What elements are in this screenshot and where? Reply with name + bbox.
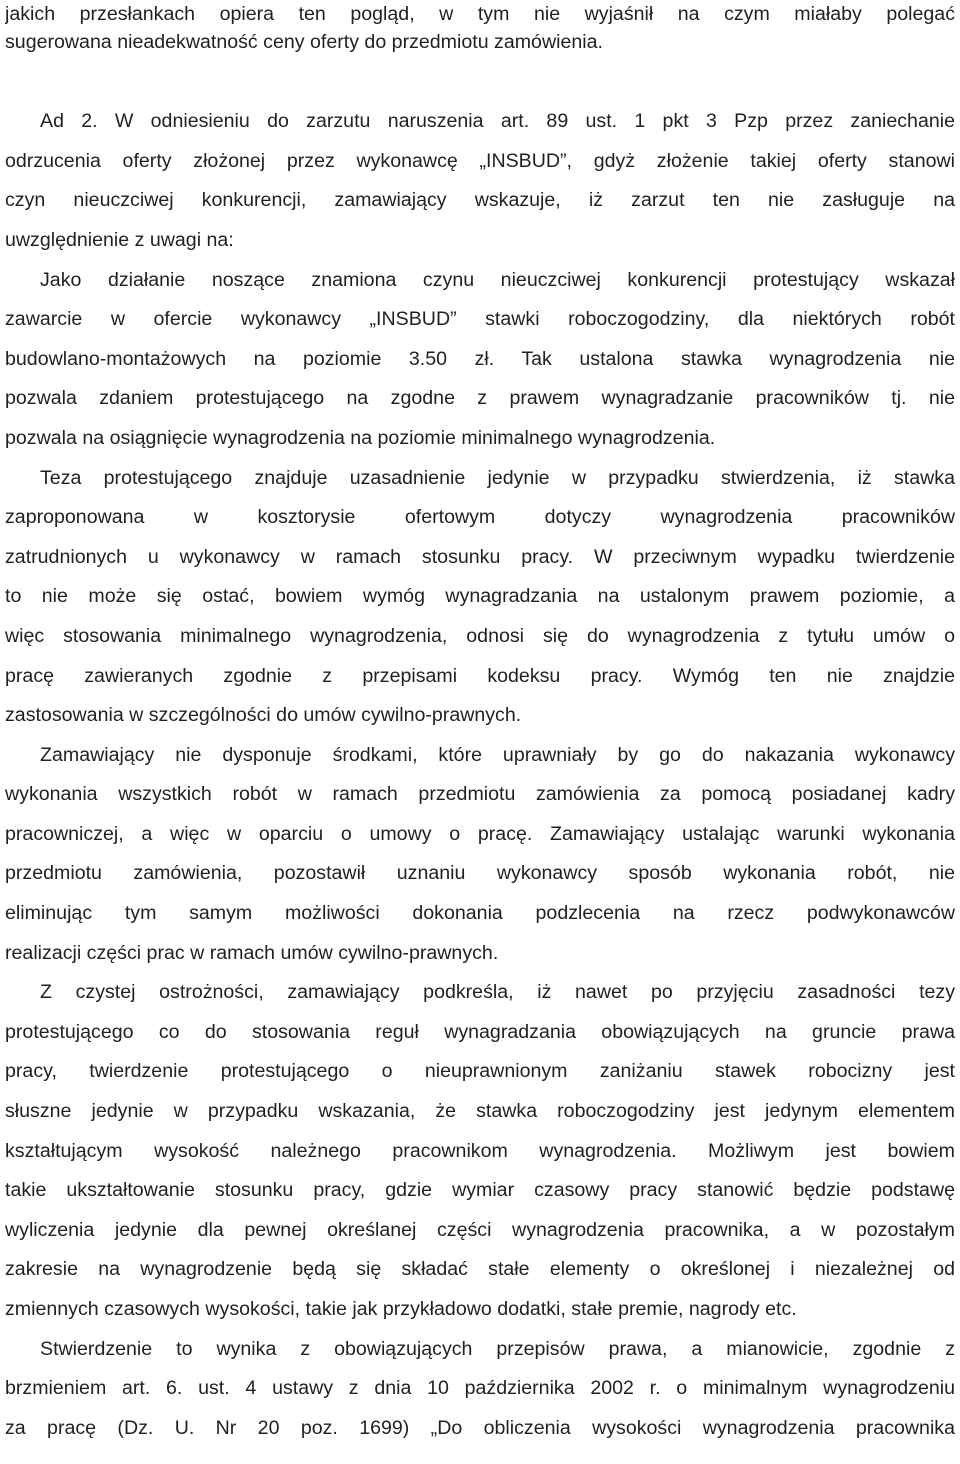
text-line-29: kształtującym wysokość należnego pracownikom wynagrodzenia. Możliwym jest bowiem — [5, 1139, 955, 1162]
text-line-12: Teza protestującego znajduje uzasadnienie jedynie w przypadku stwierdzenia, iż stawka — [40, 466, 955, 489]
text-line-22: przedmiotu zamówienia, pozostawił uznaniu wykonawcy sposób wykonania robót, nie — [5, 862, 955, 885]
text-line-28: słuszne jedynie w przypadku wskazania, że stawka roboczogodziny jest jedynym elementem — [5, 1100, 955, 1123]
text-line-36: za pracę (Dz. U. Nr 20 poz. 1699) „Do obliczenia wysokości wynagrodzenia pracownika — [5, 1416, 955, 1439]
text-line-27: pracy, twierdzenie protestującego o nieuprawnionym zaniżaniu stawek robocizny jest — [5, 1060, 955, 1083]
text-line-3: Ad 2. W odniesieniu do zarzutu naruszenia art. 89 ust. 1 pkt 3 Pzp przez zaniechanie — [40, 110, 955, 133]
text-line-32: zakresie na wynagrodzenie będą się składać stałe elementy o określonej i niezależnej od — [5, 1258, 955, 1281]
text-line-26: protestującego co do stosowania reguł wynagradzania obowiązujących na gruncie prawa — [5, 1020, 955, 1043]
text-line-13: zaproponowana w kosztorysie ofertowym dotyczy wynagrodzenia pracowników — [5, 506, 955, 529]
text-line-20: wykonania wszystkich robót w ramach przedmiotu zamówienia za pomocą posiadanej kadry — [5, 783, 955, 806]
text-line-1: jakich przesłankach opiera ten pogląd, w tym nie wyjaśnił na czym miałaby polegać — [5, 3, 955, 25]
text-line-4: odrzucenia oferty złożonej przez wykonawcę „INSBUD”, gdyż złożenie takiej oferty stanowi — [5, 149, 955, 172]
text-line-7: Jako działanie noszące znamiona czynu nieuczciwej konkurencji protestujący wskazał — [40, 268, 955, 291]
text-line-24: realizacji części prac w ramach umów cywilno-prawnych. — [5, 941, 499, 964]
text-line-14: zatrudnionych u wykonawcy w ramach stosunku pracy. W przeciwnym wypadku twierdzenie — [5, 545, 955, 568]
text-line-21: pracowniczej, a więc w oparciu o umowy o pracę. Zamawiający ustalając warunki wykonania — [5, 822, 955, 845]
text-line-23: eliminując tym samym możliwości dokonania podzlecenia na rzecz podwykonawców — [5, 902, 955, 925]
text-line-17: pracę zawieranych zgodnie z przepisami kodeksu pracy. Wymóg ten nie znajdzie — [5, 664, 955, 687]
text-line-9: budowlano-montażowych na poziomie 3.50 zł. Tak ustalona stawka wynagrodzenia nie — [5, 347, 955, 370]
text-line-35: brzmieniem art. 6. ust. 4 ustawy z dnia 10 października 2002 r. o minimalnym wynagrodzeniu — [5, 1377, 955, 1400]
text-line-30: takie ukształtowanie stosunku pracy, gdzie wymiar czasowy pracy stanowić będzie podstawę — [5, 1179, 955, 1202]
text-line-8: zawarcie w ofercie wykonawcy „INSBUD” stawki roboczogodziny, dla niektórych robót — [5, 308, 955, 331]
text-line-31: wyliczenia jedynie dla pewnej określanej części wynagrodzenia pracownika, a w pozostałym — [5, 1218, 955, 1241]
text-line-34: Stwierdzenie to wynika z obowiązujących przepisów prawa, a mianowicie, zgodnie z — [40, 1337, 955, 1360]
text-line-25: Z czystej ostrożności, zamawiający podkreśla, iż nawet po przyjęciu zasadności tezy — [40, 981, 955, 1004]
blank-line — [5, 68, 955, 108]
text-line-16: więc stosowania minimalnego wynagrodzenia, odnosi się do wynagrodzenia z tytułu umów o — [5, 624, 955, 647]
text-line-5: czyn nieuczciwej konkurencji, zamawiający wskazuje, iż zarzut ten nie zasługuje na — [5, 189, 955, 212]
text-line-18: zastosowania w szczególności do umów cywilno-prawnych. — [5, 704, 522, 727]
document-page — [5, 0, 955, 1453]
text-line-10: pozwala zdaniem protestującego na zgodne z prawem wynagradzanie pracowników tj. nie — [5, 387, 955, 410]
text-line-19: Zamawiający nie dysponuje środkami, które uprawniały by go do nakazania wykonawcy — [40, 743, 955, 766]
text-line-6: uwzględnienie z uwagi na: — [5, 228, 234, 251]
text-line-15: to nie może się ostać, bowiem wymóg wynagradzania na ustalonym prawem poziomie, a — [5, 585, 955, 608]
text-line-33: zmiennych czasowych wysokości, takie jak przykładowo dodatki, stałe premie, nagrody etc. — [5, 1298, 797, 1320]
text-line-2: sugerowana nieadekwatność ceny oferty do przedmiotu zamówienia. — [5, 31, 603, 53]
text-line-11: pozwala na osiągnięcie wynagrodzenia na poziomie minimalnego wynagrodzenia. — [5, 426, 716, 449]
